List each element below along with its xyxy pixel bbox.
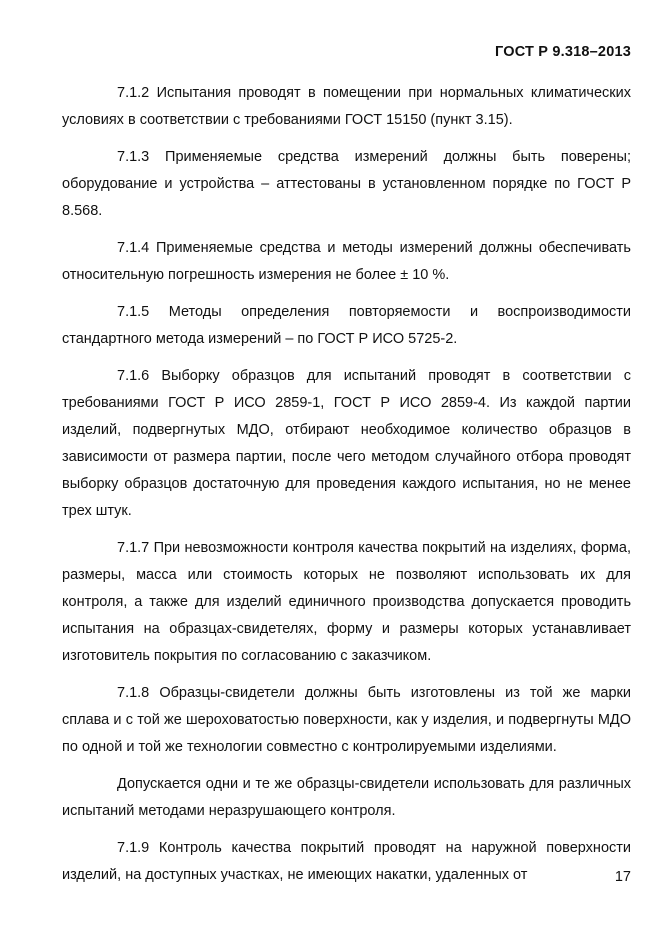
paragraph-7-1-8: 7.1.8 Образцы-свидетели должны быть изготовлены из той же марки сплава и с той же шероховатостью поверхности, как у изделия, и подвергнуты МДО по одной и той же технологии совместно с контролируемыми изделиями. [62, 685, 631, 755]
page-number: 17 [614, 869, 631, 885]
document-body [62, 80, 631, 899]
paragraph-7-1-8-note: Допускается одни и те же образцы-свидетели использовать для различных испытаний методами неразрушающего контроля. [62, 776, 631, 819]
paragraph-7-1-4: 7.1.4 Применяемые средства и методы измерений должны обеспечивать относительную погрешность измерения не более ± 10 %. [62, 240, 631, 283]
document-header: ГОСТ Р 9.318–2013 [494, 44, 631, 60]
paragraph-7-1-3: 7.1.3 Применяемые средства измерений должны быть поверены; оборудование и устройства – аттестованы в установленном порядке по ГОСТ Р 8.568. [62, 149, 631, 219]
paragraph-7-1-6: 7.1.6 Выборку образцов для испытаний проводят в соответствии с требованиями ГОСТ Р ИСО 2859-1, ГОСТ Р ИСО 2859-4. Из каждой партии изделий, подвергнутых МДО, отбирают необходимое количество образцов в зависимости от размера партии, после чего методом случайного отбора проводят выборку образцов достаточную для проведения каждого испытания, но не менее трех штук. [62, 368, 631, 519]
paragraph-7-1-5: 7.1.5 Методы определения повторяемости и воспроизводимости стандартного метода измерений – по ГОСТ Р ИСО 5725-2. [62, 304, 631, 347]
paragraph-7-1-2: 7.1.2 Испытания проводят в помещении при нормальных климатических условиях в соответствии с требованиями ГОСТ 15150 (пункт 3.15). [62, 85, 631, 128]
paragraph-7-1-9: 7.1.9 Контроль качества покрытий проводят на наружной поверхности изделий, на доступных участках, не имеющих накатки, удаленных от [62, 840, 631, 883]
paragraph-7-1-7: 7.1.7 При невозможности контроля качества покрытий на изделиях, форма, размеры, масса или стоимость которых не позволяют использовать их для контроля, а также для изделий единичного производства допускается проводить испытания на образцах-свидетелях, форму и размеры которых устанавливает изготовитель покрытия по согласованию с заказчиком. [62, 540, 631, 664]
